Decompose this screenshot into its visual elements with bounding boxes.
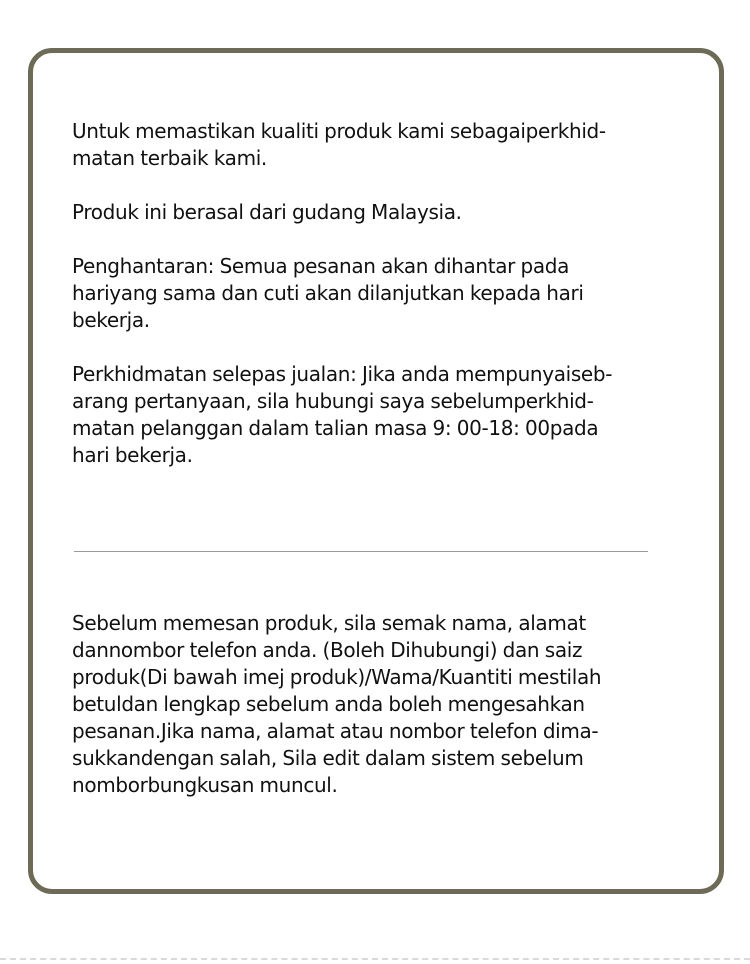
section-divider <box>74 551 648 552</box>
intro-line: Untuk memastikan kualiti produk kami sebagaiperkhid- <box>72 119 606 143</box>
ordering-line: betuldan lengkap sebelum anda boleh mengesahkan <box>72 692 585 716</box>
delivery-line: hariyang sama dan cuti akan dilanjutkan kepada hari <box>72 281 584 305</box>
aftersales-line: arang pertanyaan, sila hubungi saya sebelumperkhid- <box>72 389 594 413</box>
delivery-paragraph <box>72 253 672 334</box>
origin-paragraph: Produk ini berasal dari gudang Malaysia. <box>72 200 462 224</box>
aftersales-line: hari bekerja. <box>72 443 193 467</box>
intro-paragraph <box>72 118 672 172</box>
ordering-line: sukkandengan salah, Sila edit dalam sistem sebelum <box>72 746 584 770</box>
ordering-line: dannombor telefon anda. (Boleh Dihubungi) dan saiz <box>72 638 583 662</box>
ordering-line: Sebelum memesan produk, sila semak nama, alamat <box>72 611 586 635</box>
page-edge-dashes <box>0 958 750 960</box>
ordering-paragraph <box>72 610 672 799</box>
intro-line: matan terbaik kami. <box>72 146 267 170</box>
ordering-line: nomborbungkusan muncul. <box>72 773 338 797</box>
notice-bottom-section <box>72 610 672 799</box>
aftersales-line: Perkhidmatan selepas jualan: Jika anda mempunyaiseb- <box>72 362 613 386</box>
notice-top-section <box>72 118 672 469</box>
delivery-line: bekerja. <box>72 308 150 332</box>
aftersales-line: matan pelanggan dalam talian masa 9: 00-18: 00pada <box>72 416 599 440</box>
ordering-line: pesanan.Jika nama, alamat atau nombor telefon dima- <box>72 719 599 743</box>
delivery-line: Penghantaran: Semua pesanan akan dihantar pada <box>72 254 570 278</box>
aftersales-paragraph <box>72 361 672 469</box>
ordering-line: produk(Di bawah imej produk)/Wama/Kuantiti mestilah <box>72 665 602 689</box>
